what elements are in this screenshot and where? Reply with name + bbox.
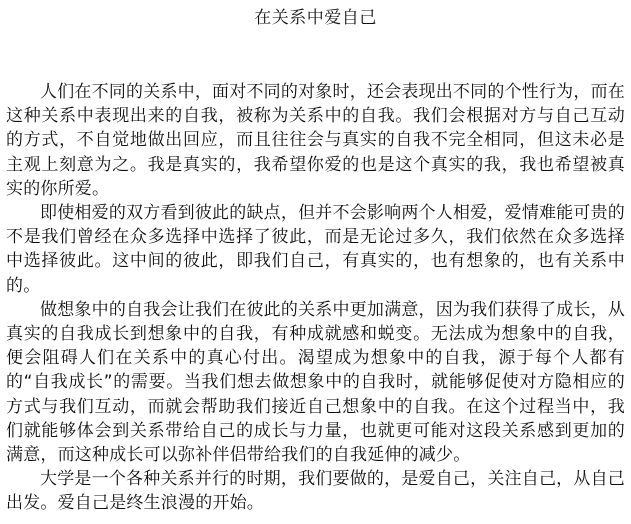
document-body [6,80,625,516]
paragraph-3: 做想象中的自我会让我们在彼此的关系中更加满意，因为我们获得了成长，从真实的自我成长到想象中的自我，有种成就感和蜕变。无法成为想象中的自我，便会阻碍人们在关系中的真心付出。渴望成为想象中的自我，源于每个人都有的“自我成长”的需要。当我们想去做想象中的自我时，就能够促使对方隐相应的方式与我们互动，而就会帮助我们接近自己想象中的自我。在这个过程当中，我们就能够体会到关系带给自己的成长与力量，也就更可能对这段关系感到更加的满意，而这种成长可以弥补伴侣带给我们的自我延伸的减少。 [6,299,625,466]
paragraph-1: 人们在不同的关系中，面对不同的对象时，还会表现出不同的个性行为，而在这种关系中表现出来的自我，被称为关系中的自我。我们会根据对方与自己互动的方式，不自觉地做出回应，而且往往会与真实的自我不完全相同，但这未必是主观上刻意为之。我是真实的，我希望你爱的也是这个真实的我，我也希望被真实的你所爱。 [6,82,625,199]
paragraph-4: 大学是一个各种关系并行的时期，我们要做的，是爱自己，关注自己，从自己出发。爱自己是终生浪漫的开始。 [6,469,625,514]
document-title: 在关系中爱自己 [254,8,377,28]
paragraph-2: 即使相爱的双方看到彼此的缺点，但并不会影响两个人相爱，爱情难能可贵的不是我们曾经在众多选择中选择了彼此，而是无论过多久，我们依然在众多选择中选择彼此。这中间的彼此，即我们自己，有真实的，也有想象的，也有关系中的。 [6,203,625,296]
